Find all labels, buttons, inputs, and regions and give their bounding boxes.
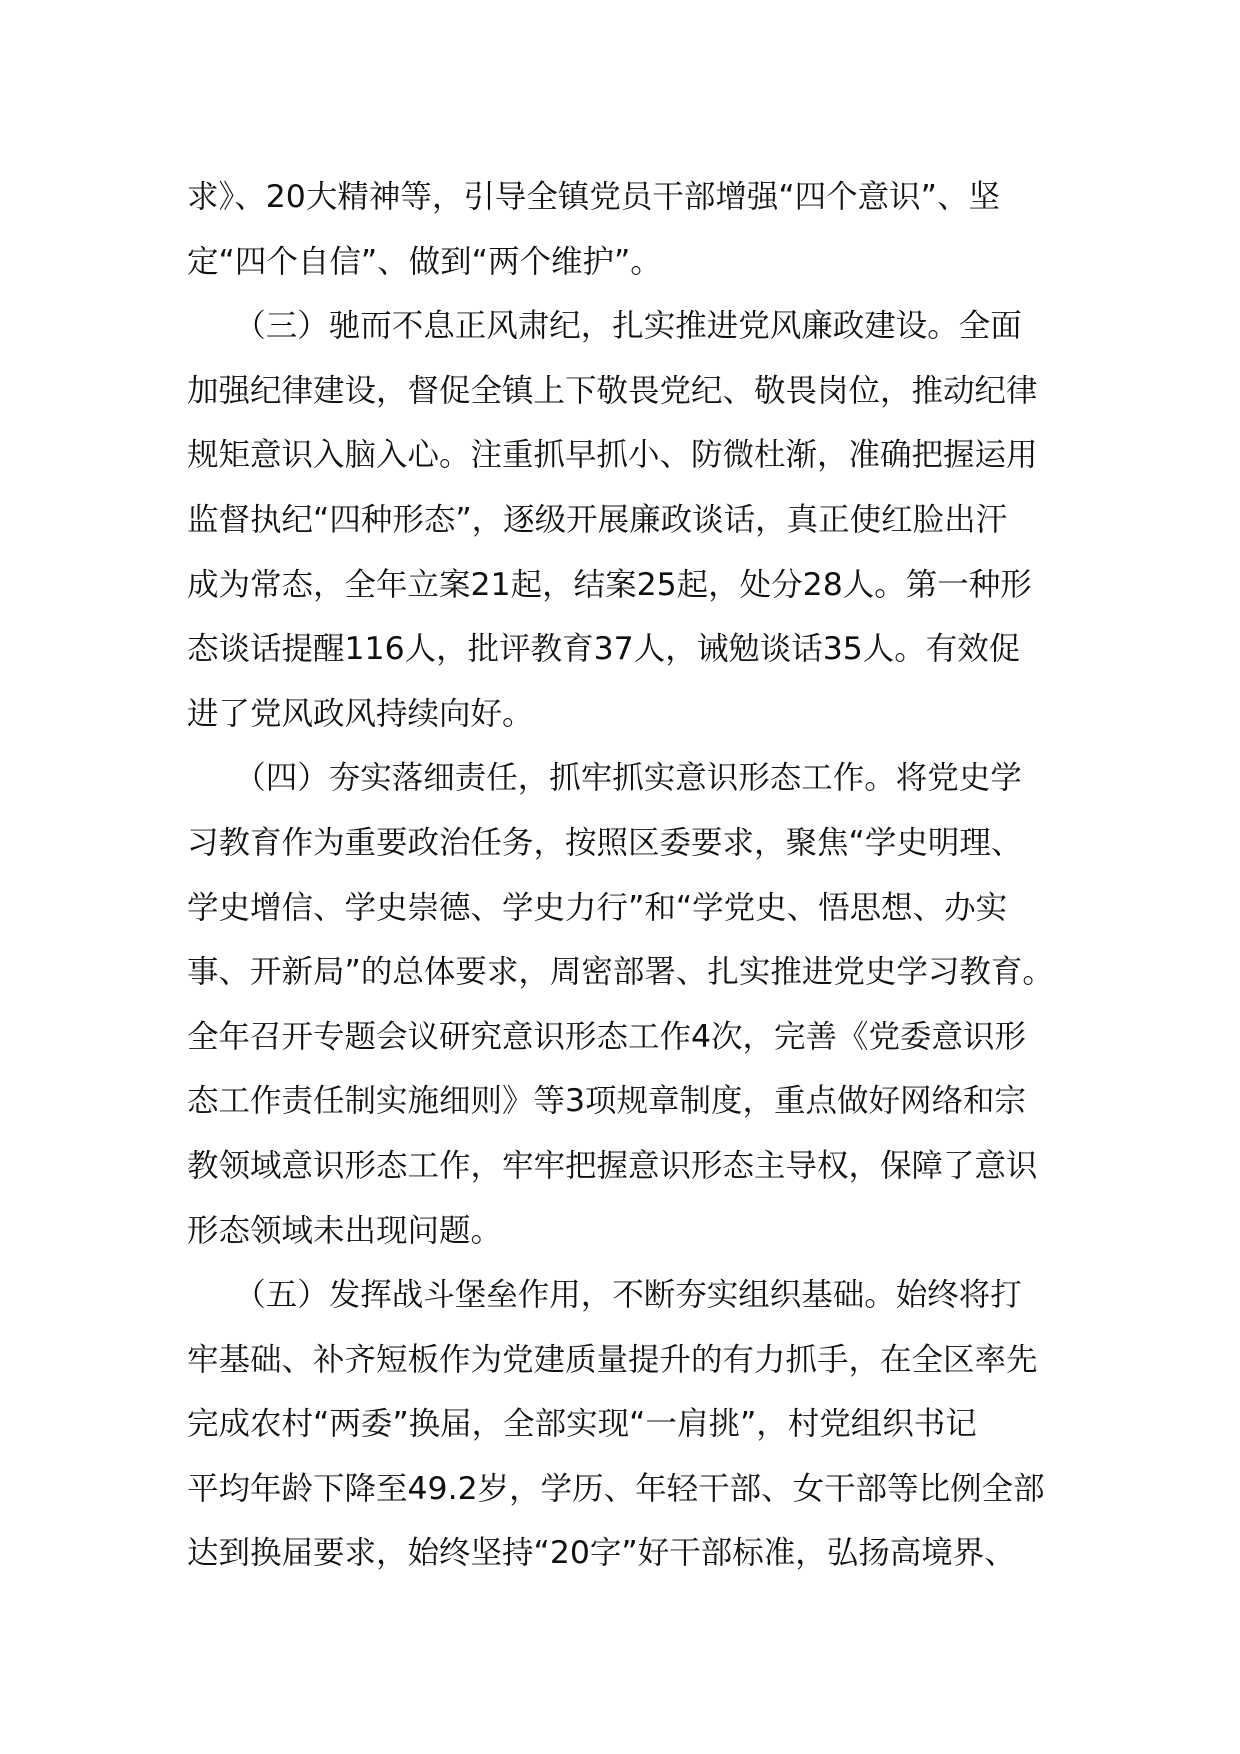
text-line: 牢基础、补齐短板作为党建质量提升的有力抓手，在全区率先 [187, 1341, 1038, 1378]
text-line: 习教育作为重要政治任务，按照区委要求，聚焦“学史明理、 [187, 824, 1023, 861]
text-line: 达到换届要求，始终坚持“20字”好干部标准，弘扬高境界、 [187, 1535, 1016, 1572]
text-line: （三）驰而不息正风肃纪，扎实推进党风廉政建设。全面 [187, 308, 1022, 345]
text-line: 加强纪律建设，督促全镇上下敬畏党纪、敬畏岗位，推动纪律 [187, 372, 1038, 409]
text-line: 平均年龄下降至49.2岁，学历、年轻干部、女干部等比例全部 [187, 1470, 1045, 1507]
text-line: 事、开新局”的总体要求，周密部署、扎实推进党史学习教育。 [187, 954, 1054, 991]
text-line: 形态领域未出现问题。 [187, 1212, 503, 1249]
document-body [187, 174, 1087, 1595]
paragraph-section-3 [187, 303, 1087, 755]
paragraph-section-4 [187, 755, 1087, 1272]
text-line: 规矩意识入脑入心。注重抓早抓小、防微杜渐，准确把握运用 [187, 437, 1038, 474]
text-line: （五）发挥战斗堡垒作用，不断夯实组织基础。始终将打 [187, 1277, 1022, 1314]
text-line: 完成农村“两委”换届，全部实现“一肩挑”，村党组织书记 [187, 1406, 977, 1443]
text-line: （四）夯实落细责任，抓牢抓实意识形态工作。将党史学 [187, 760, 1022, 797]
text-line: 全年召开专题会议研究意识形态工作4次，完善《党委意识形 [187, 1018, 1027, 1055]
text-line: 监督执纪“四种形态”，逐级开展廉政谈话，真正使红脸出汗 [187, 501, 1008, 538]
text-line: 学史增信、学史崇德、学史力行”和“学党史、悟思想、办实 [187, 889, 1008, 926]
text-line: 定“四个自信”、做到“两个维护”。 [187, 243, 662, 280]
text-line: 进了党风政风持续向好。 [187, 695, 534, 732]
paragraph-continuation [187, 174, 1087, 303]
text-line: 态工作责任制实施细则》等3项规章制度，重点做好网络和宗 [187, 1083, 1027, 1120]
text-line: 态谈话提醒116人，批评教育37人，诫勉谈话35人。有效促 [187, 631, 1021, 668]
text-line: 求》、20大精神等，引导全镇党员干部增强“四个意识”、坚 [187, 179, 1000, 215]
text-line: 成为常态，全年立案21起，结案25起，处分28人。第一种形 [187, 566, 1032, 603]
text-line: 教领域意识形态工作，牢牢把握意识形态主导权，保障了意识 [187, 1147, 1038, 1184]
paragraph-section-5 [187, 1272, 1087, 1595]
